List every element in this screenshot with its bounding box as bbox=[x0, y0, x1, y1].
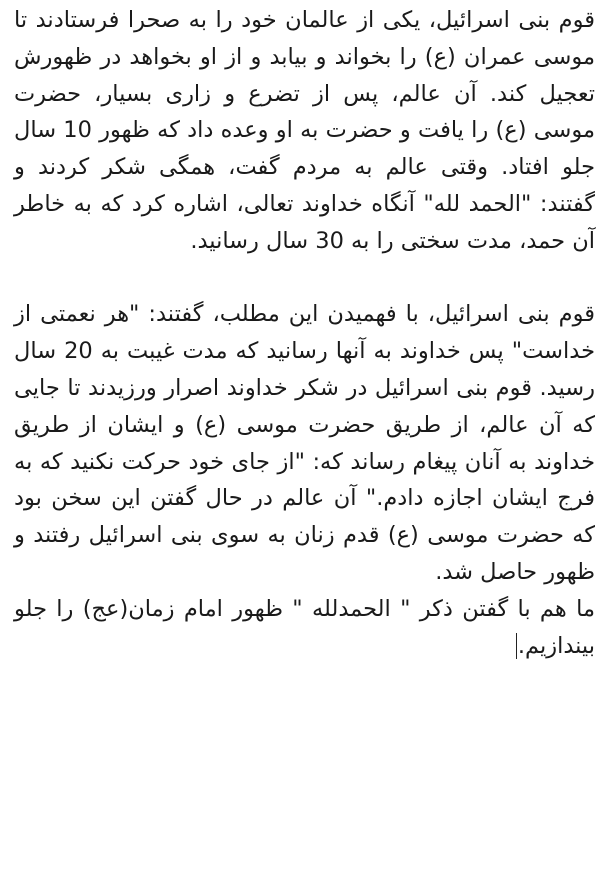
paragraph-2: قوم بنی اسرائیل، با فهمیدن این مطلب، گفتند: "هر نعمتی از خداست" پس خداوند به آنها رسانید که مدت غیبت به 20 سال رسید. قوم بنی اسرائیل در شکر خداوند اصرار ورزیدند تا جایی که آن عالم، از طریق حضرت موسی (ع) و ایشان از طریق خداوند به آنان پیغام رساند که: "از جای خود حرکت نکنید که به فرج ایشان اجازه دادم." آن عالم در حال گفتن این سخن بود که حضرت موسی (ع) قدم زنان به سوی بنی اسرائیل رفتند و ظهور حاصل شد. bbox=[14, 301, 595, 585]
paragraph-1: قوم بنی اسرائیل، یکی از عالمان خود را به صحرا فرستادند تا موسی عمران (ع) را بخواند و بیابد و از او بخواهد در ظهورش تعجیل کند. آن عالم، پس از تضرع و زاری بسیار، حضرت موسی (ع) را یافت و حضرت به او وعده داد که ظهور 10 سال جلو افتاد. وقتی عالم به مردم گفت، همگی شکر کردند و گفتند: "الحمد لله" آنگاه خداوند تعالی، اشاره کرد که به خاطر آن حمد، مدت سختی را به 30 سال رسانید. bbox=[14, 7, 595, 254]
paragraph-3 bbox=[14, 591, 595, 665]
paragraph-3-text: ما هم با گفتن ذکر " الحمدلله " ظهور امام زمان(عج) را جلو بیندازیم. bbox=[14, 595, 595, 659]
blank-line bbox=[14, 260, 595, 297]
note-text-editor[interactable] bbox=[14, 2, 595, 664]
text-cursor bbox=[516, 633, 517, 659]
